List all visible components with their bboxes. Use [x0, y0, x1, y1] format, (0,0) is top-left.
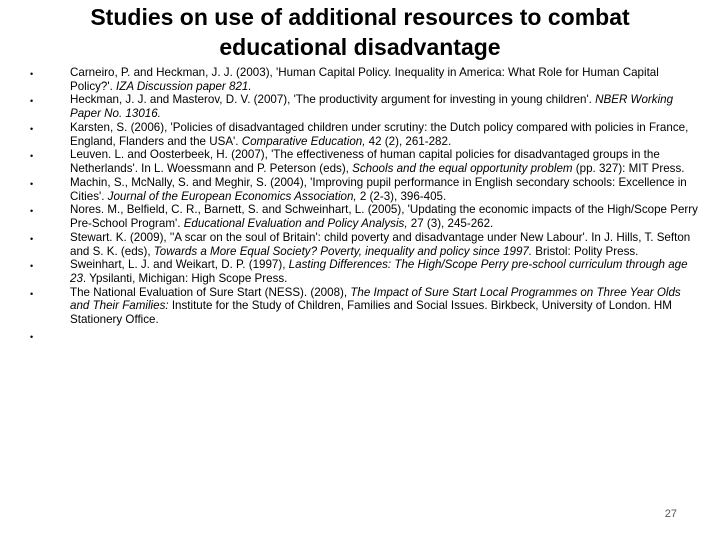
reference-text: Karsten, S. (2006), 'Policies of disadvantaged children under scrutiny: the Dutch policy compared with policies in France, England, Flanders and the USA'.: [70, 120, 689, 148]
reference-item: [30, 286, 702, 327]
reference-italic-text: Lasting Differences: The High/Scope Perry pre-school curriculum through age 23: [70, 258, 688, 285]
reference-text: . Ypsilanti, Michigan: High Scope Press.: [82, 271, 288, 285]
reference-list: [30, 66, 702, 343]
reference-text: Carneiro, P. and Heckman, J. J. (2003), 'Human Capital Policy. Inequality in America: What Role for Human Capital Policy?'.: [70, 66, 659, 93]
reference-text: 42 (2), 261-282.: [365, 134, 452, 148]
reference-item: [30, 93, 702, 120]
reference-item: [30, 121, 702, 148]
reference-item: [30, 329, 702, 343]
reference-italic-text: Educational Evaluation and Policy Analysis,: [183, 217, 408, 231]
reference-item: [30, 176, 702, 203]
slide-title-line-2: educational disadvantage: [219, 34, 501, 60]
reference-text: Stewart. K. (2009), ''A scar on the soul of Britain': child poverty and disadvantage under New Labour'. In J. Hills, T. Sefton and S. K. (eds),: [70, 230, 691, 258]
reference-text: The National Evaluation of Sure Start (NESS). (2008),: [70, 285, 351, 299]
reference-text: 27 (3), 245-262.: [407, 217, 494, 231]
reference-item: [30, 231, 702, 258]
reference-item: [30, 148, 702, 175]
reference-text: Bristol: Polity Press.: [532, 244, 639, 258]
reference-item: [30, 203, 702, 230]
reference-text: Machin, S., McNally, S. and Meghir, S. (2004), 'Improving pupil performance in English secondary schools: Excellence in Cities'.: [70, 175, 687, 203]
slide-title-line-1: Studies on use of additional resources to combat: [90, 4, 630, 30]
reference-text: Heckman, J. J. and Masterov, D. V. (2007), 'The productivity argument for investing in young children'.: [70, 93, 596, 107]
reference-italic-text: Towards a More Equal Society? Poverty, inequality and policy since 1997.: [153, 244, 533, 258]
reference-italic-text: Journal of the European Economics Association,: [107, 189, 357, 203]
reference-italic-text: IZA Discussion paper 821.: [116, 79, 252, 93]
reference-italic-text: The Impact of Sure Start Local Programmes on Three Year Olds and Their Families:: [70, 285, 681, 313]
reference-italic-text: NBER Working Paper No. 13016.: [70, 93, 674, 121]
reference-text: Leuven. L. and Oosterbeek, H. (2007), 'The effectiveness of human capital policies for disadvantaged groups in the Netherlands'. In L. Woessmann and P. Peterson (eds),: [70, 148, 660, 176]
reference-item: [30, 258, 702, 285]
reference-item: [30, 66, 702, 93]
reference-italic-text: Comparative Education,: [241, 134, 366, 148]
slide-title: [40, 2, 680, 62]
page-number: 27: [664, 508, 677, 520]
reference-text: Nores. M., Belfield, C. R., Barnett, S. and Schweinhart, L. (2005), 'Updating the economic impacts of the High/Scope Perry Pre-School Program'.: [70, 203, 698, 231]
reference-italic-text: Schools and the equal opportunity problem: [352, 162, 573, 176]
reference-text: 2 (2-3), 396-405.: [356, 189, 447, 203]
reference-text: Institute for the Study of Children, Families and Social Issues. Birkbeck, University of London. HM Stationery Office.: [70, 299, 672, 327]
reference-text: (pp. 327): MIT Press.: [572, 162, 685, 176]
reference-text: Sweinhart, L. J. and Weikart, D. P. (1997),: [70, 258, 289, 272]
